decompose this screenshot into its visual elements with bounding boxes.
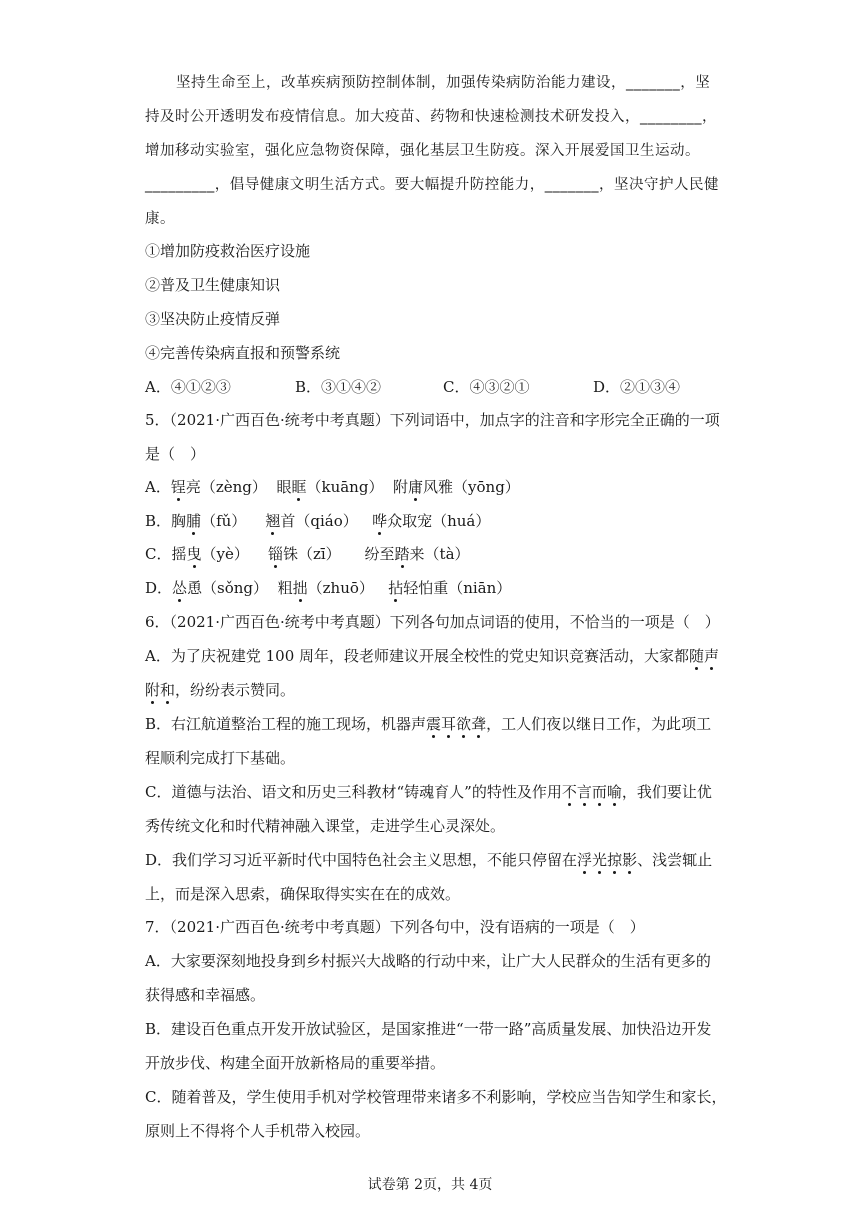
blank-3: _________，倡导健康文明生活方式。要大幅提升防控能力，: [145, 177, 545, 193]
dotted-char: 拈: [388, 579, 404, 597]
q6-option-c[interactable]: C．道德与法治、语文和历史三科教材“铸魂育人”的特性及作用不言而喻，我们要让优: [145, 783, 712, 801]
q5-stem: 5．（2021·广西百色·统考中考真题）下列词语中，加点字的注音和字形完全正确的一项: [145, 411, 720, 429]
q4-option-b[interactable]: B．③①④②: [295, 378, 382, 396]
dotted-char: 声: [704, 647, 720, 665]
dotted-char: 影: [622, 851, 638, 869]
dotted-char: 喻: [606, 783, 622, 801]
item-3: ③坚决防止疫情反弹: [145, 310, 281, 328]
q4-option-a[interactable]: A．④①②③: [145, 378, 231, 396]
q7-option-a[interactable]: A．大家要深刻地投身到乡村振兴大战略的行动中来，让广大人民群众的生活有更多的: [145, 952, 711, 970]
q7-option-b-cont: 开放步伐、构建全面开放新格局的重要举措。: [145, 1054, 446, 1072]
dotted-char: 附: [145, 681, 161, 699]
q6-option-b-cont: 程顺利完成打下基础。: [145, 749, 296, 767]
dotted-word: [145, 681, 175, 699]
passage-line-1: [176, 74, 716, 92]
blank-1: _______，坚: [626, 75, 711, 91]
q5-option-d[interactable]: D．怂恿（sǒng） 粗拙（zhuō） 拈轻怕重（niān）: [145, 579, 512, 597]
dotted-char: 踏: [394, 545, 410, 563]
passage-line-4: [145, 176, 719, 194]
blank-2: ________，: [640, 109, 717, 125]
q6-option-d-cont: 上，而是深入思索，确保取得实实在在的成效。: [145, 885, 461, 903]
dotted-char: 浮: [577, 851, 593, 869]
q6-option-c-cont: 秀传统文化和时代精神融入课堂，走进学生心灵深处。: [145, 817, 506, 835]
q7-stem: 7．（2021·广西百色·统考中考真题）下列各句中，没有语病的一项是（ ）: [145, 918, 645, 936]
passage-text: 持及时公开透明发布疫情信息。加大疫苗、药物和快速检测技术研发投入，: [145, 109, 640, 125]
page-footer: 试卷第 2页，共 4页: [367, 1177, 493, 1193]
q6-option-a-cont: 附和，纷纷表示赞同。: [145, 681, 296, 699]
dotted-char: 拙: [292, 579, 308, 597]
q4-option-c[interactable]: C．④③②①: [443, 378, 530, 396]
q6-option-a[interactable]: A．为了庆祝建党 100 周年，段老师建议开展全校性的党史知识竞赛活动，大家都随声: [145, 647, 720, 665]
dotted-word: [426, 715, 486, 733]
dotted-char: 震: [426, 715, 442, 733]
q5-option-c[interactable]: C．摇曳（yè） 锱铢（zī） 纷至踏来（tà）: [145, 545, 470, 563]
q5-option-b[interactable]: B．胸脯（fǔ） 翘首（qiáo） 哗众取宠（huá）: [145, 512, 491, 530]
q6-option-d[interactable]: D．我们学习习近平新时代中国特色社会主义思想，不能只停留在浮光掠影、浅尝辄止: [145, 851, 713, 869]
dotted-word: [562, 783, 622, 801]
q7-option-b[interactable]: B．建设百色重点开发开放试验区，是国家推进“一带一路”高质量发展、加快沿边开发: [145, 1020, 712, 1038]
passage-line-5: 康。: [145, 211, 175, 227]
dotted-char: 翘: [265, 512, 281, 530]
passage-line-2: [145, 108, 715, 126]
q7-option-c-cont: 原则上不得将个人手机带入校园。: [145, 1122, 371, 1140]
q5-option-a[interactable]: A．锃亮（zèng） 眼眶（kuāng） 附庸风雅（yōng）: [145, 478, 520, 496]
dotted-char: 掠: [607, 851, 623, 869]
dotted-char: 锱: [267, 545, 283, 563]
dotted-char: 聋: [471, 715, 487, 733]
dotted-char: 哗: [372, 512, 388, 530]
dotted-char: 曳: [186, 545, 202, 563]
q4-option-d[interactable]: D．②①③④: [593, 378, 681, 396]
dotted-char: 而: [591, 783, 607, 801]
dotted-char: 言: [576, 783, 592, 801]
q7-option-a-cont: 获得感和幸福感。: [145, 986, 266, 1004]
dotted-char: 眶: [291, 478, 307, 496]
dotted-char: 和: [160, 681, 176, 699]
dotted-char: 怂: [172, 579, 188, 597]
dotted-char: 欲: [456, 715, 472, 733]
dotted-char: 随: [689, 647, 705, 665]
item-2: ②普及卫生健康知识: [145, 276, 281, 294]
dotted-char: 耳: [441, 715, 457, 733]
dotted-char: 脯: [186, 512, 202, 530]
item-1: ①增加防疫救治医疗设施: [145, 242, 311, 260]
q6-option-b[interactable]: B．右江航道整治工程的施工现场，机器声震耳欲聋，工人们夜以继日工作，为此项工: [145, 715, 712, 733]
dotted-char: 光: [592, 851, 608, 869]
dotted-char: 庸: [408, 478, 424, 496]
item-4: ④完善传染病直报和预警系统: [145, 344, 341, 362]
blank-4: _______，坚决守护人民健: [544, 177, 719, 193]
q5-stem-cont: 是（ ）: [145, 445, 206, 463]
dotted-word: [577, 851, 637, 869]
q4-options: [145, 378, 715, 396]
passage-text: 坚持生命至上，改革疾病预防控制体制，加强传染病防治能力建设，: [176, 75, 626, 91]
passage-line-3: 增加移动实验室，强化应急物资保障，强化基层卫生防疫。深入开展爱国卫生运动。: [145, 143, 700, 159]
dotted-char: 不: [561, 783, 577, 801]
dotted-word: [689, 647, 719, 665]
dotted-char: 锃: [170, 478, 186, 496]
q7-option-c[interactable]: C．随着普及，学生使用手机对学校管理带来诸多不利影响，学校应当告知学生和家长，: [145, 1088, 727, 1106]
q6-stem: 6．（2021·广西百色·统考中考真题）下列各句加点词语的使用，不恰当的一项是（ ）: [145, 613, 720, 631]
